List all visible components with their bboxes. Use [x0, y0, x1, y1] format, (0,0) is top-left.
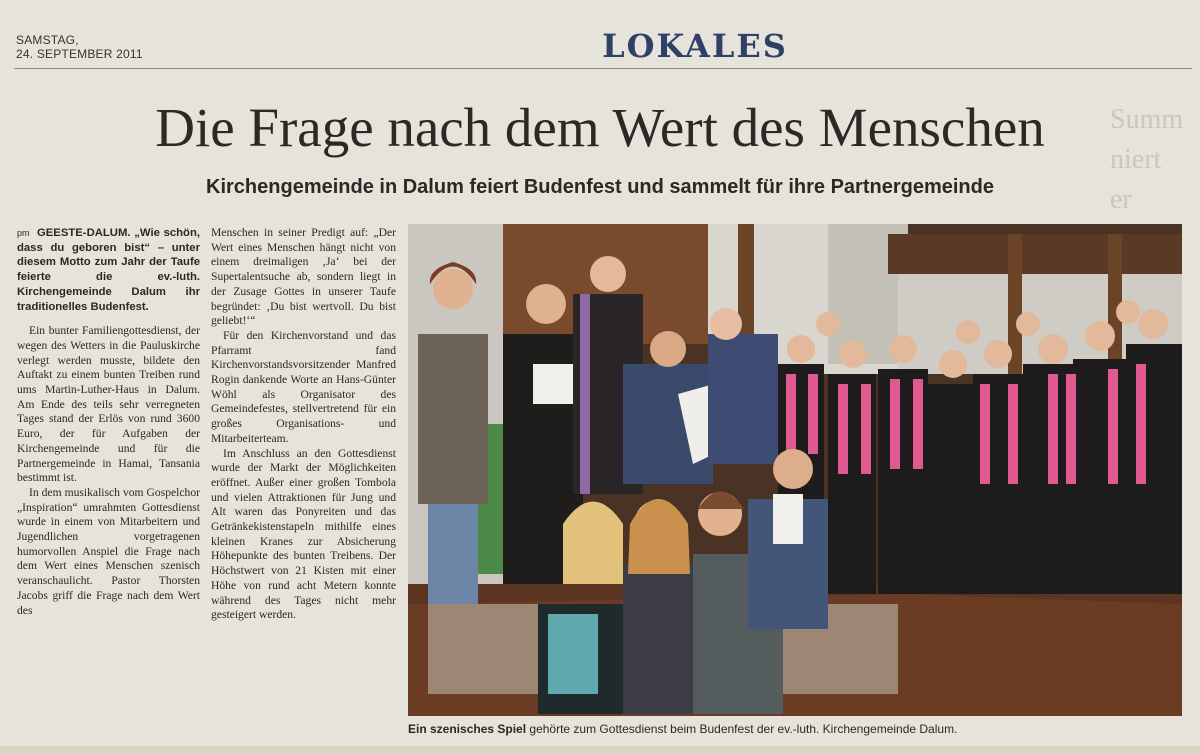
body-paragraph: Ein bunter Familiengottesdienst, der wegen des Wetters in die Pauluskirche verlegt werden musste, bildete den Auftakt zu einem bunten Treiben rund ums Martin-Luther-Haus in Dalum. Am Ende des teils sehr verregneten Tages stand der Erlös von rund 3600 Euro, der für Aufgaben der Kirchengemeinde und für die Partnergemeinde in Hamai, Tansania bestimmt ist.	[17, 324, 200, 485]
article-column-1	[17, 226, 200, 618]
scan-edge	[0, 746, 1200, 754]
issue-date	[16, 33, 143, 61]
body-paragraph: Für den Kirchenvorstand und das Pfarramt fand Kirchenvorstandsvorsitzender Manfred Rogin dankende Worte an Hans-Günter Wöhl als Organisator des Gemeindefestes, stellvertretend für ein großes Organisations- und Mitarbeiterteam.	[211, 328, 396, 445]
issue-date-full: 24. SEPTEMBER 2011	[16, 47, 143, 61]
caption-bold: Ein szenisches Spiel	[408, 722, 527, 736]
article-column-2	[211, 226, 396, 623]
photo-caption	[408, 722, 1198, 737]
caption-text: gehörte zum Gottesdienst beim Budenfest der ev.-luth. Kirchengemeinde Dalum.	[526, 722, 958, 736]
body-paragraph: Menschen in seiner Predigt auf: „Der Wert eines Menschen hängt nicht von einem dreimaligen ‚Ja‘ bei der Supertalentsuche ab, sondern liegt in der Zusage Gottes in unserer Taufe begründet: ‚Du bist wertvoll. Du bist geliebt!‘“	[211, 226, 396, 328]
section-title: LOKALES	[602, 27, 788, 65]
body-paragraph: Im Anschluss an den Gottesdienst wurde der Markt der Möglichkeiten eröffnet. Außer einer großen Tombola und vielen Attraktionen für Jung und Alt waren das Ponyreiten und das Getränkekistenstapeln mithilfe eines kleinen Kranes zur Absicherung Höhepunkte des bunten Treibens. Der Höchstwert von 21 Kisten mit einer Höhe von rund acht Metern konnte während des Tages nicht mehr gesteigert werden.	[211, 446, 396, 622]
article-lead	[17, 226, 200, 314]
article-photo	[408, 224, 1182, 716]
lead-text: GEESTE-DALUM. „Wie schön, dass du geboren bist“ – unter diesem Motto zum Jahr der Taufe feierte die ev.-luth. Kirchengemeinde Dalum ihr traditionelles Budenfest.	[17, 227, 200, 313]
article-subheadline: Kirchengemeinde in Dalum feiert Budenfest und sammelt für ihre Partnergemeinde	[206, 176, 994, 198]
header-rule	[14, 68, 1192, 69]
article-headline: Die Frage nach dem Wert des Menschen	[155, 97, 1045, 158]
issue-weekday: SAMSTAG,	[16, 33, 79, 47]
adjacent-page-bleed: Summ niert er	[1110, 104, 1184, 215]
body-paragraph: In dem musikalisch vom Gospelchor „Inspiration“ umrahmten Gottesdienst wurde in einem von Mitarbeitern und Jugendlichen vorgetragenen humorvollen Anspiel die Frage nach dem Wert eines Menschen szenisch veranschaulicht. Pastor Thorsten Jacobs griff die Frage nach dem Wert des	[17, 485, 200, 617]
author-initials: pm	[17, 228, 30, 238]
choir-photo-illustration	[408, 224, 1182, 716]
